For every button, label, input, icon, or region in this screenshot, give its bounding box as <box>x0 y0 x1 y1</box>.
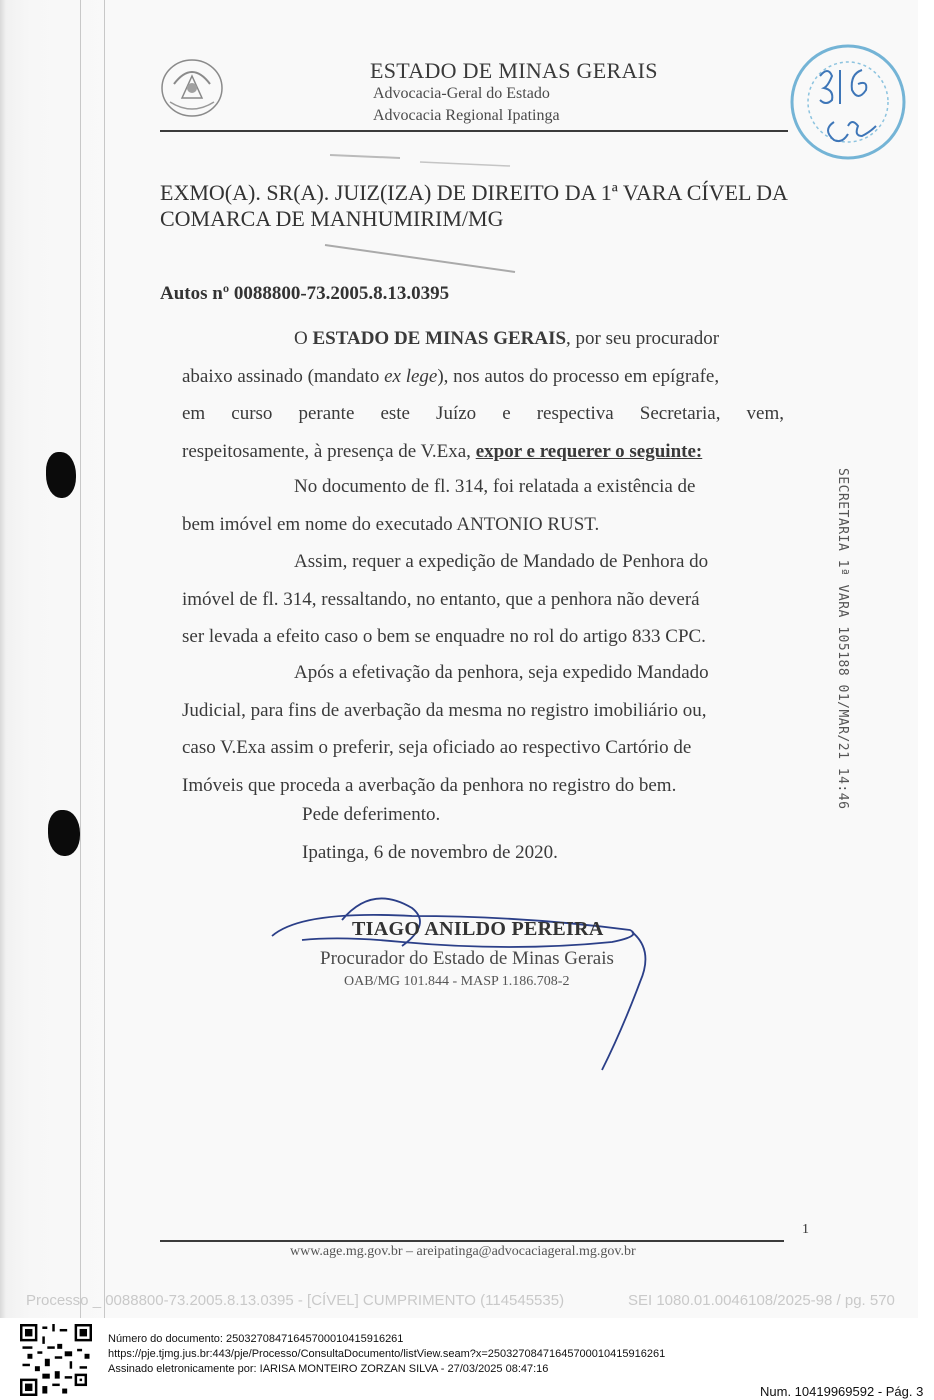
paragraph-line: bem imóvel em nome do executado ANTONIO RUST. <box>182 513 600 535</box>
paragraph-line: abaixo assinado (mandato ex lege), nos autos do processo em epígrafe, <box>182 365 720 387</box>
place-date: Ipatinga, 6 de novembro de 2020. <box>302 842 558 863</box>
paragraph-registration <box>182 654 784 804</box>
signer-credentials: OAB/MG 101.844 - MASP 1.186.708-2 <box>344 974 570 989</box>
header-agency: Advocacia-Geral do Estado <box>373 85 550 102</box>
process-watermark: Processo _ 0088800-73.2005.8.13.0395 - [CÍVEL] CUMPRIMENTO (114545535) <box>26 1292 565 1309</box>
sei-watermark: SEI 1080.01.0046108/2025-98 / pg. 570 <box>628 1292 895 1309</box>
paragraph-line: Imóveis que proceda a averbação da penhora no registro do bem. <box>182 774 677 796</box>
paragraph-line: No documento de fl. 314, foi relatada a existência de <box>294 476 696 497</box>
page-fold-line <box>104 0 105 1318</box>
document-metadata <box>108 1332 665 1377</box>
addressee: EXMO(A). SR(A). JUIZ(IZA) DE DIREITO DA 1ª VARA CÍVEL DA COMARCA DE MANHUMIRIM/MG <box>160 180 787 231</box>
signer-name: TIAGO ANILDO PEREIRA <box>352 918 604 940</box>
paragraph-line: Assim, requer a expedição de Mandado de Penhora do <box>294 551 709 572</box>
case-number: Autos nº 0088800-73.2005.8.13.0395 <box>160 283 450 304</box>
punch-hole <box>48 810 80 856</box>
electronic-signature: Assinado eletronicamente por: IARISA MONTEIRO ZORZAN SILVA - 27/03/2025 08:47:16 <box>108 1363 549 1375</box>
paragraph-line: respeitosamente, à presença de V.Exa, expor e requerer o seguinte: <box>182 440 703 462</box>
punch-hole <box>46 452 76 498</box>
paragraph-line: em curso perante este Juízo e respectiva Secretaria, vem, <box>182 403 784 424</box>
italic-term: ex lege <box>384 365 438 387</box>
page-number: 1 <box>802 1222 809 1237</box>
footer-divider <box>160 1240 784 1242</box>
signer-role: Procurador do Estado de Minas Gerais <box>320 948 614 969</box>
paragraph-line: imóvel de fl. 314, ressaltando, no entanto, que a penhora não deverá <box>182 588 700 610</box>
footer-contact: www.age.mg.gov.br – areipatinga@advocaciageral.mg.gov.br <box>290 1244 636 1259</box>
party-name: ESTADO DE MINAS GERAIS <box>312 328 567 349</box>
document-number: Número do documento: 25032708471645700010415916261 <box>108 1333 404 1345</box>
protocol-stamp <box>784 40 914 166</box>
closing-request: Pede deferimento. <box>302 804 441 825</box>
num-page-label: Num. 10419969592 - Pág. 3 <box>760 1384 924 1399</box>
secretariat-receipt-stamp: SECRETARIA 1ª VARA 105188 01/MAR/21 14:46 <box>835 468 850 810</box>
paragraph-line: O ESTADO DE MINAS GERAIS, por seu procurador <box>294 328 720 349</box>
paragraph-line: ser levada a efeito caso o bem se enquadre no rol do artigo 833 CPC. <box>182 626 706 647</box>
document-url[interactable]: https://pje.tjmg.jus.br:443/pje/Processo/ConsultaDocumento/listView.seam?x=25032708471645700010415916261 <box>108 1348 666 1360</box>
request-heading: expor e requerer o seguinte: <box>475 440 703 462</box>
paragraph-request-seizure <box>182 543 784 656</box>
paragraph-line: caso V.Exa assim o preferir, seja oficiado ao respectivo Cartório de <box>182 737 692 758</box>
paragraph-intro <box>182 320 784 470</box>
coat-of-arms-logo <box>156 54 228 122</box>
header-divider <box>160 130 788 132</box>
header-office: Advocacia Regional Ipatinga <box>373 107 560 124</box>
paragraph-line: Judicial, para fins de averbação da mesma no registro imobiliário ou, <box>182 699 707 721</box>
page-fold-line <box>80 0 81 1318</box>
paragraph-finding <box>182 468 784 543</box>
qr-code <box>20 1324 92 1396</box>
paragraph-line: Após a efetivação da penhora, seja expedido Mandado <box>294 662 709 683</box>
header-state: ESTADO DE MINAS GERAIS <box>370 58 658 83</box>
